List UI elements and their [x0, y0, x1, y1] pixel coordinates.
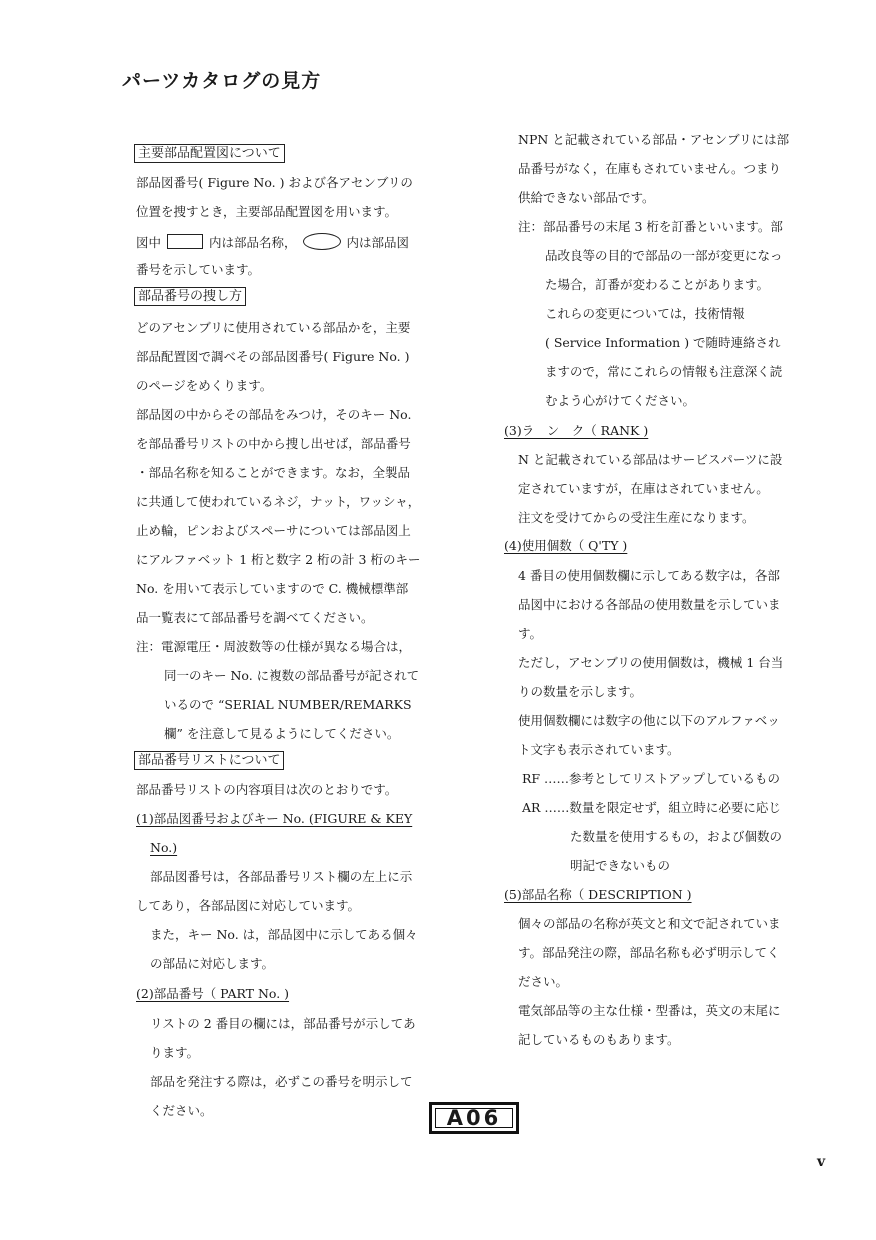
- note-line: ( Service Information ) で随時連絡され: [545, 335, 781, 350]
- section-heading-part-search: 部品番号の捜し方: [134, 287, 246, 306]
- text-line: 部品図の中からその部品をみつけ，そのキー No.: [136, 407, 412, 422]
- text-line: 部品図番号は，各部品番号リスト欄の左上に示: [150, 869, 413, 884]
- text-line: ださい。: [518, 974, 569, 989]
- code-ar-line-cont: た数量を使用するもの，および個数の: [570, 829, 783, 844]
- page-title: パーツカタログの見方: [122, 70, 322, 92]
- text-line: にアルファベット 1 桁と数字 2 桁の計 3 桁のキー: [136, 552, 421, 567]
- note-line: た場合，訂番が変わることがあります。: [545, 277, 770, 292]
- page-number: v: [817, 1154, 826, 1170]
- text-line: 4 番目の使用個数欄に示してある数字は，各部: [518, 568, 780, 583]
- text-line: 供給できない部品です。: [518, 190, 655, 205]
- text-line: してあり，各部品図に対応しています。: [136, 898, 361, 913]
- text-line: す。部品発注の際，部品名称も必ず明示してく: [518, 945, 780, 960]
- text-line: のページをめくります。: [136, 378, 273, 393]
- text-line: 記しているものもあります。: [518, 1032, 680, 1047]
- text-line: 位置を捜すとき，主要部品配置図を用います。: [136, 204, 398, 219]
- code-ar-line-cont: 明記できないもの: [570, 858, 671, 873]
- page-code: A06: [435, 1108, 513, 1128]
- text-line: 品番号がなく，在庫もされていません。つまり: [518, 161, 782, 176]
- section-heading-layout-diagram: 主要部品配置図について: [134, 144, 285, 163]
- text-line: 部品番号リストの内容項目は次のとおりです。: [136, 782, 398, 797]
- text-line: 部品配置図で調べその部品図番号( Figure No. ): [136, 349, 410, 364]
- note-line: 品改良等の目的で部品の一部が変更になっ: [545, 248, 783, 263]
- text-line: NPN と記載されている部品・アセンブリには部: [518, 132, 790, 147]
- text-line: 注文を受けてからの受注生産になります。: [518, 510, 755, 525]
- text-fragment: 図中: [136, 235, 162, 250]
- text-line: 部品図番号( Figure No. ) および各アセンブリの: [136, 175, 413, 190]
- text-line: ・部品名称を知ることができます。なお，全製品: [136, 465, 411, 480]
- note-line: むよう心がけてください。: [545, 393, 696, 408]
- text-line: 品図中における各部品の使用数量を示していま: [518, 597, 781, 612]
- text-fragment: 内は部品名称，: [209, 235, 297, 250]
- item-heading-rank: (3)ラ ン ク（ RANK ): [504, 423, 649, 438]
- text-line: No. を用いて表示していますので C. 機械標準部: [136, 581, 409, 596]
- text-fragment: 内は部品図: [346, 235, 410, 250]
- text-line: 使用個数欄には数字の他に以下のアルファベッ: [518, 713, 780, 728]
- item-heading-figure-key-cont: No.): [150, 840, 178, 855]
- text-line: また，キー No. は，部品図中に示してある個々: [150, 927, 418, 942]
- note-line: いるので “SERIAL NUMBER/REMARKS: [164, 697, 412, 712]
- text-line: を部品番号リストの中から捜し出せば，部品番号: [136, 436, 411, 451]
- text-line: ください。: [150, 1103, 213, 1118]
- text-line: に共通して使われているネジ，ナット，ワッシャ，: [136, 494, 421, 509]
- text-line: 個々の部品の名称が英文と和文で記されていま: [518, 916, 781, 931]
- text-line: 部品を発注する際は，必ずこの番号を明示して: [150, 1074, 413, 1089]
- text-line: ト文字も表示されています。: [518, 742, 680, 757]
- item-heading-description: (5)部品名称（ DESCRIPTION ): [504, 887, 692, 902]
- note-line: ますので，常にこれらの情報も注意深く読: [545, 364, 783, 379]
- note-line: 注：部品番号の末尾 3 桁を訂番といいます。部: [518, 219, 783, 234]
- text-line: の部品に対応します。: [150, 956, 275, 971]
- text-line: りの数量を示します。: [518, 684, 643, 699]
- note-line: これらの変更については，技術情報: [545, 306, 745, 321]
- text-line: どのアセンブリに使用されている部品かを，主要: [136, 320, 411, 335]
- text-line: す。: [518, 626, 543, 641]
- text-line: 電気部品等の主な仕様・型番は，英文の末尾に: [518, 1003, 781, 1018]
- section-heading-part-list: 部品番号リストについて: [134, 751, 284, 770]
- text-line: 定されていますが，在庫はされていません。: [518, 481, 769, 496]
- item-heading-figure-key: (1)部品図番号およびキー No. (FIGURE & KEY: [136, 811, 413, 826]
- text-line: ただし，アセンブリの使用個数は，機械 1 台当: [518, 655, 784, 670]
- item-heading-part-no: (2)部品番号（ PART No. ): [136, 986, 290, 1001]
- item-heading-qty: (4)使用個数（ Q'TY ): [504, 538, 628, 553]
- code-rf-line: RF ……参考としてリストアップしているもの: [522, 771, 781, 786]
- text-line: 止め輪，ピンおよびスペーサについては部品図上: [136, 523, 411, 538]
- text-line: リストの 2 番目の欄には，部品番号が示してあ: [150, 1016, 416, 1031]
- note-line: 欄” を注意して見るようにしてください。: [164, 726, 400, 741]
- page-code-box: [429, 1102, 519, 1134]
- text-line: 品一覧表にて部品番号を調べてください。: [136, 610, 374, 625]
- note-line: 注：電源電圧・周波数等の仕様が異なる場合は，: [136, 639, 412, 654]
- text-line: ります。: [150, 1045, 200, 1060]
- text-line: N と記載されている部品はサービスパーツに設: [518, 452, 783, 467]
- note-line: 同一のキー No. に複数の部品番号が記されて: [164, 668, 420, 683]
- text-line: 番号を示しています。: [136, 262, 261, 277]
- code-ar-line: AR ……数量を限定せず，組立時に必要に応じ: [522, 800, 781, 815]
